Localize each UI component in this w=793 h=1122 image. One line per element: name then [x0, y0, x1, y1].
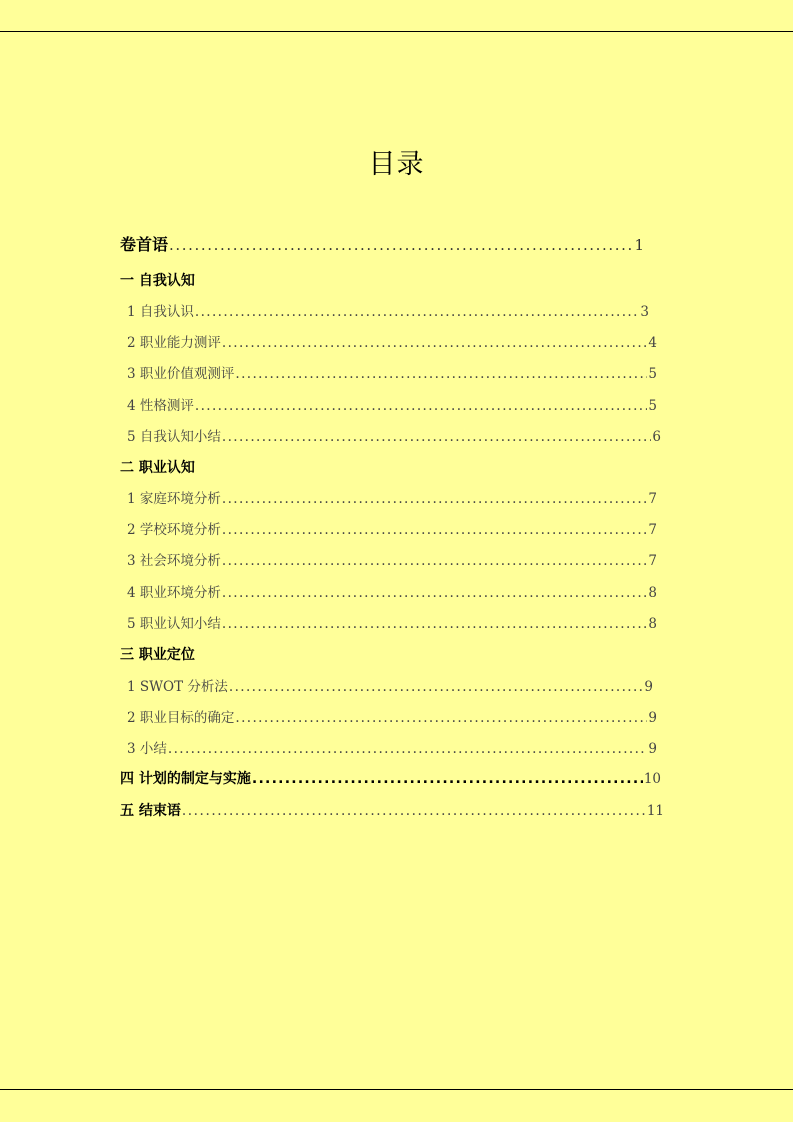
toc-leader-dots [222, 335, 648, 351]
toc-entry-label: 1 自我认识 [127, 304, 194, 320]
toc-entry-label: 3 职业价值观测评 [127, 366, 235, 382]
toc-leader-dots [222, 585, 648, 601]
toc-leader-dots [235, 366, 647, 382]
toc-entry[interactable] [127, 300, 649, 320]
toc-entry-label: 2 职业能力测评 [127, 335, 221, 351]
toc-page-number: 7 [648, 522, 657, 538]
toc-entry[interactable] [127, 425, 661, 445]
toc-leader-dots [222, 553, 648, 569]
toc-section-heading-2[interactable]: 二 职业认知 [120, 460, 195, 476]
toc-leader-dots [169, 236, 633, 254]
toc-section-heading-1[interactable]: 一 自我认知 [120, 273, 195, 289]
toc-leader-dots [182, 803, 646, 819]
toc-entry-preface[interactable] [120, 232, 644, 255]
toc-entry-label: 五 结束语 [120, 803, 181, 819]
toc-entry[interactable] [127, 675, 653, 695]
toc-page-number: 5 [648, 398, 657, 414]
toc-entry[interactable] [127, 394, 657, 414]
toc-page-number: 1 [634, 236, 644, 254]
toc-page-number: 8 [648, 585, 657, 601]
toc-entry-label: 5 自我认知小结 [127, 429, 221, 445]
toc-entry-label: 1 家庭环境分析 [127, 491, 221, 507]
toc-page-number: 3 [640, 304, 649, 320]
toc-entry-label: 5 职业认知小结 [127, 616, 221, 632]
footer-rule [0, 1089, 793, 1090]
toc-leader-dots [222, 616, 648, 632]
page-title: 目录 [368, 149, 425, 180]
toc-entry[interactable] [127, 362, 657, 382]
toc-entry-label: 2 学校环境分析 [127, 522, 221, 538]
toc-leader-dots [222, 491, 648, 507]
toc-entry[interactable] [127, 737, 657, 757]
toc-page-number: 8 [648, 616, 657, 632]
toc-section-4[interactable] [120, 768, 661, 788]
toc-page-number: 10 [643, 771, 661, 787]
toc-entry[interactable] [127, 549, 657, 569]
toc-entry[interactable] [127, 331, 657, 351]
toc-entry-label: 1 SWOT 分析法 [127, 679, 228, 695]
toc-entry-label: 4 职业环境分析 [127, 585, 221, 601]
toc-leader-dots [252, 771, 643, 787]
toc-entry-label: 2 职业目标的确定 [127, 710, 235, 726]
toc-page-number: 9 [648, 710, 657, 726]
toc-entry[interactable] [127, 581, 657, 601]
toc-entry-label: 四 计划的制定与实施 [120, 771, 251, 787]
toc-entry-label: 卷首语 [120, 235, 169, 254]
toc-page-number: 6 [652, 429, 661, 445]
toc-entry-label: 4 性格测评 [127, 398, 194, 414]
toc-entry-label: 3 社会环境分析 [127, 553, 221, 569]
toc-leader-dots [235, 710, 647, 726]
toc-page-number: 11 [646, 803, 664, 819]
toc-entry[interactable] [127, 487, 657, 507]
toc-page-number: 7 [648, 491, 657, 507]
toc-section-5[interactable] [120, 800, 664, 820]
toc-leader-dots [222, 522, 648, 538]
toc-page-number: 9 [644, 679, 653, 695]
toc-leader-dots [168, 741, 648, 757]
toc-leader-dots [195, 304, 640, 320]
toc-section-heading-3[interactable]: 三 职业定位 [120, 647, 195, 663]
toc-page-number: 4 [648, 335, 657, 351]
toc-entry[interactable] [127, 612, 657, 632]
toc-entry-label: 3 小结 [127, 741, 167, 757]
toc-page-number: 5 [648, 366, 657, 382]
toc-leader-dots [195, 398, 648, 414]
toc-leader-dots [222, 429, 652, 445]
toc-leader-dots [229, 679, 644, 695]
toc-entry[interactable] [127, 706, 657, 726]
toc-page-number: 9 [648, 741, 657, 757]
toc-entry[interactable] [127, 518, 657, 538]
toc-page-number: 7 [648, 553, 657, 569]
